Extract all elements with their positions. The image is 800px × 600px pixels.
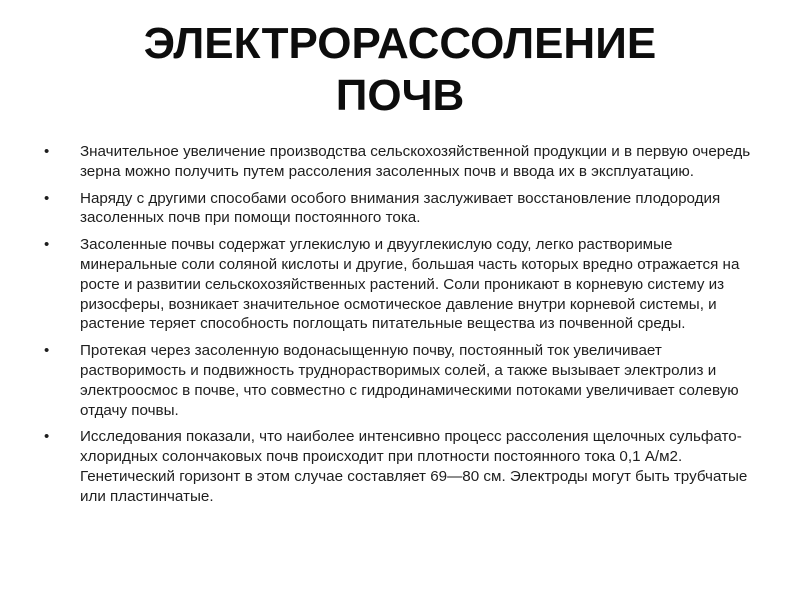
bullet-item — [44, 341, 760, 420]
bullet-item — [44, 142, 760, 182]
slide-title-line-1: ЭЛЕКТРОРАССОЛЕНИЕ — [143, 19, 657, 68]
bullet-item — [44, 189, 760, 229]
bullet-text: Исследования показали, что наиболее интенсивно процесс рассоления щелочных сульфато-хлоридных солончаковых почв происходит при плотности постоянного тока 0,1 А/м2. Генетический горизонт в этом случае составляет 69—80 см. Электроды могут быть трубчатые или пластинчатые. — [80, 428, 748, 505]
bullet-text: Протекая через засоленную водонасыщенную почву, постоянный ток увеличивает растворимость и подвижность труднорастворимых солей, а также вызывает электролиз и электроосмос в почве, что совместно с гидродинамическими потоками увеличивает солевую отдачу почвы. — [80, 342, 739, 419]
bullet-list — [44, 142, 760, 514]
bullet-point-icon: • — [44, 189, 50, 207]
slide-title-line-2: ПОЧВ — [335, 71, 465, 120]
bullet-text: Засоленные почвы содержат углекислую и двууглекислую соду, легко растворимые минеральные соли соляной кислоты и другие, большая часть которых вредно отражается на росте и развитии сельскохозяйственных растений. Соли проникают в корневую систему из ризосферы, возникает значительное осмотическое давление внутри корневой системы, и растение теряет способность поглощать питательные вещества из почвенной среды. — [80, 236, 740, 333]
bullet-text: Наряду с другими способами особого внимания заслуживает восстановление плодородия засоленных почв при помощи постоянного тока. — [80, 189, 721, 227]
slide-title — [0, 18, 800, 122]
bullet-point-icon: • — [44, 342, 50, 360]
bullet-text: Значительное увеличение производства сельскохозяйственной продукции и в первую очередь зерна можно получить путем рассоления засоленных почв и ввода их в эксплуатацию. — [80, 143, 751, 180]
bullet-point-icon: • — [44, 143, 50, 160]
bullet-point-icon: • — [44, 236, 50, 254]
bullet-item — [44, 427, 760, 506]
bullet-item — [44, 235, 760, 334]
bullet-point-icon: • — [44, 428, 50, 446]
